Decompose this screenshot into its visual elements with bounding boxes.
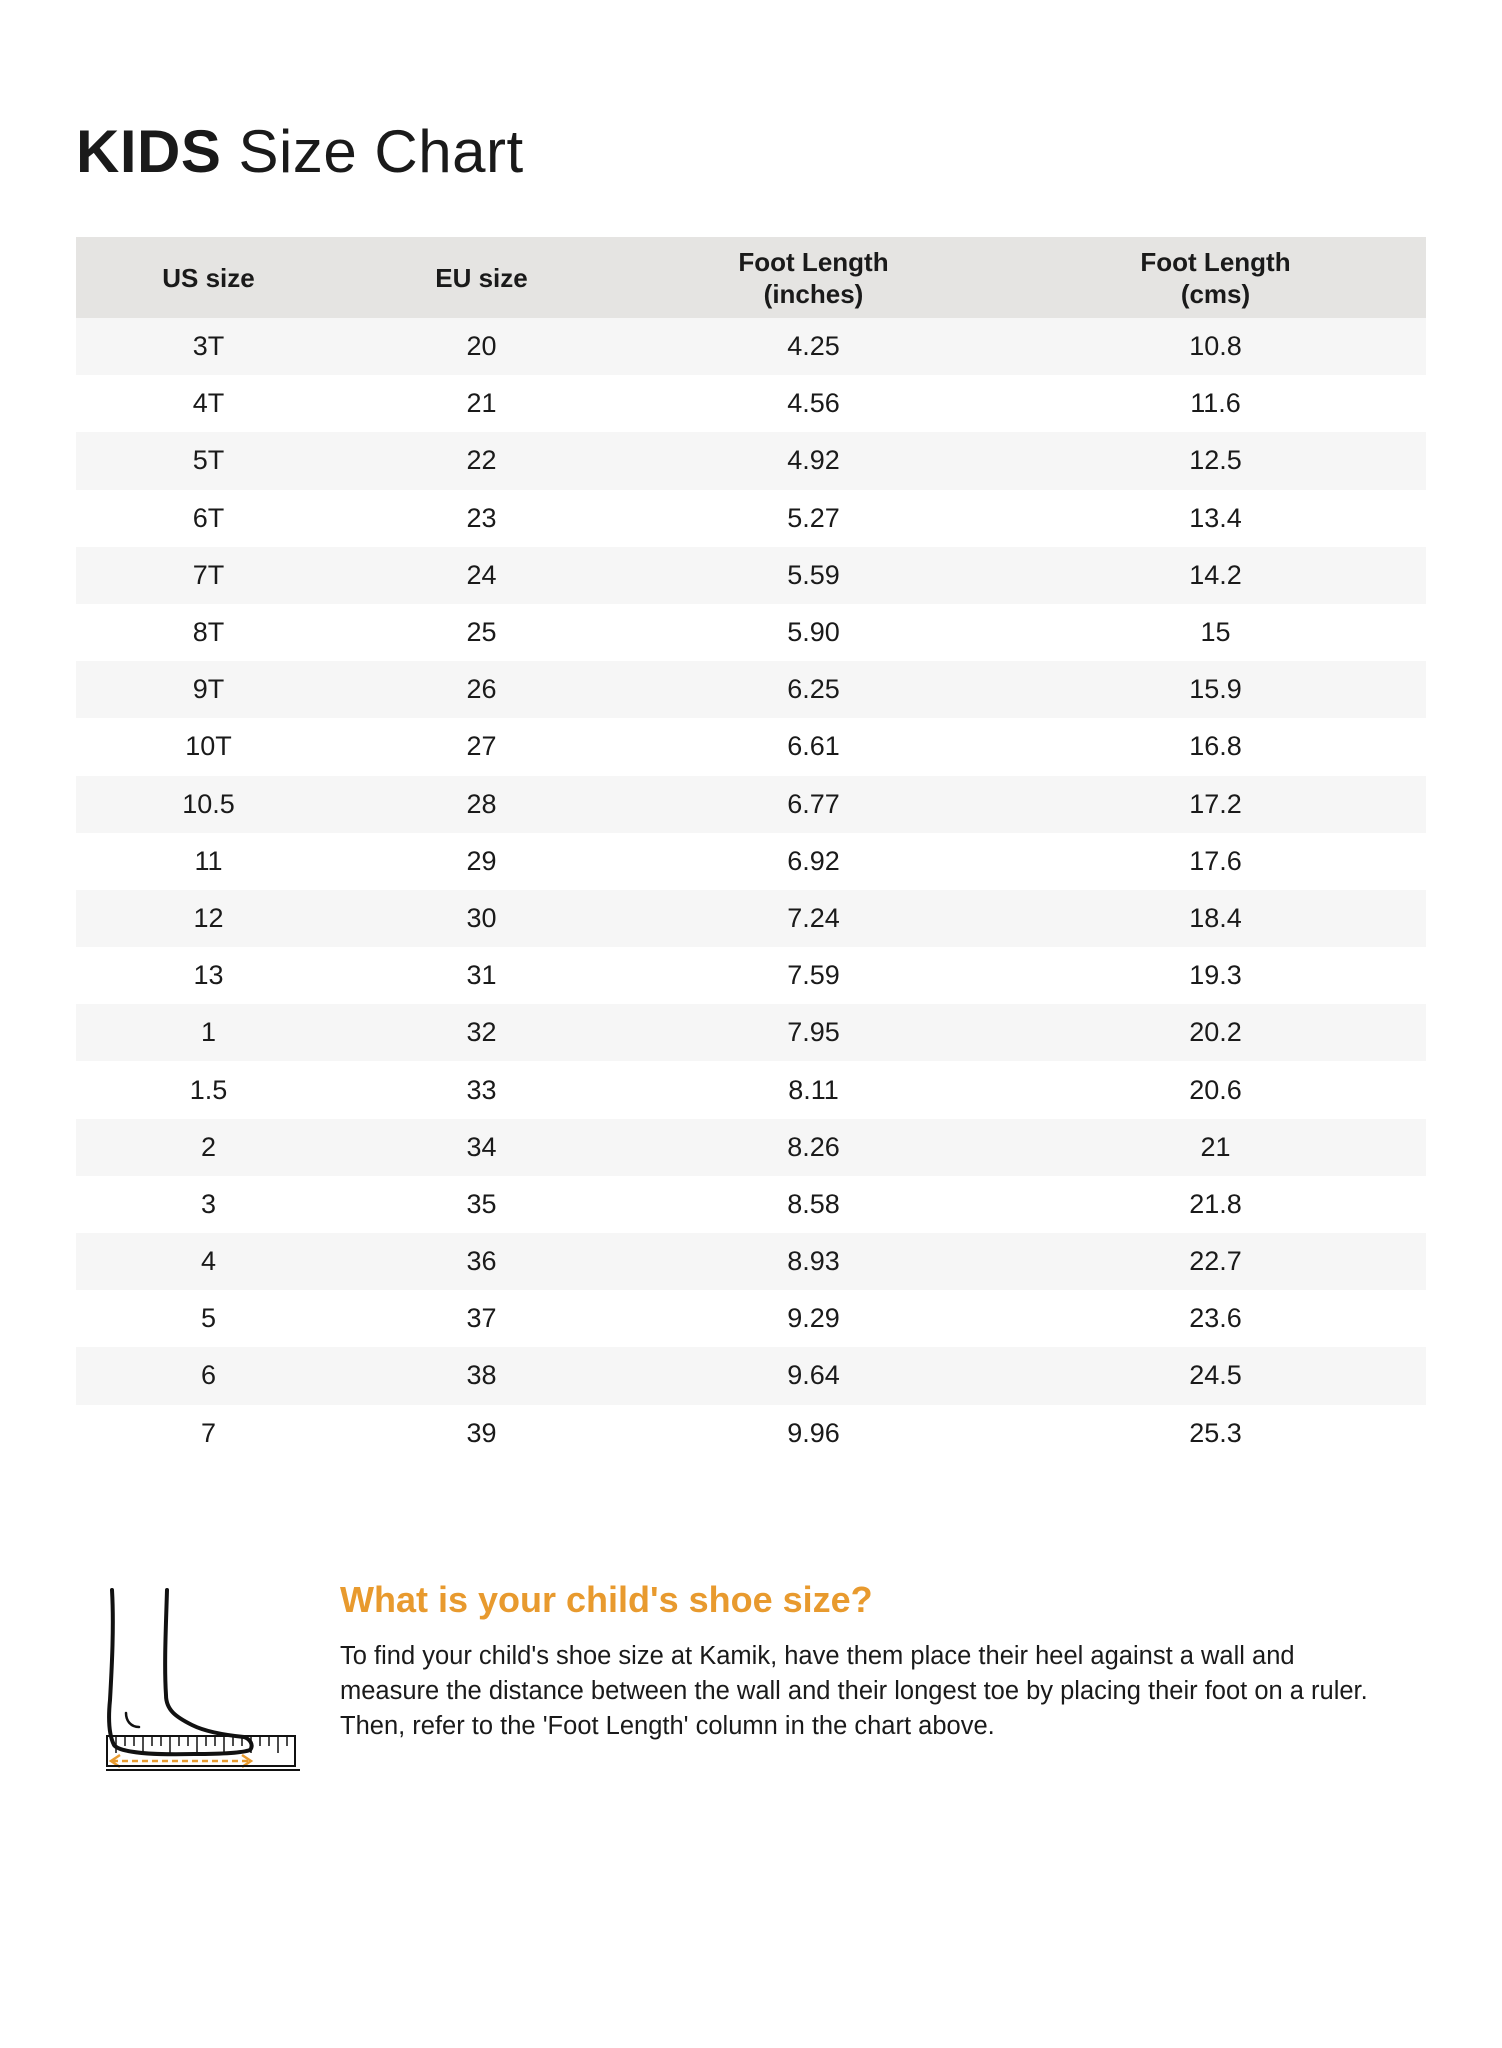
cell-foot-length-inches: 5.90 <box>622 604 1005 661</box>
cell-eu-size: 28 <box>341 776 622 833</box>
table-row <box>76 947 1426 1004</box>
table-row <box>76 890 1426 947</box>
cell-us-size: 11 <box>76 833 341 890</box>
table-row <box>76 718 1426 775</box>
cell-us-size: 5 <box>76 1290 341 1347</box>
cell-foot-length-inches: 8.11 <box>622 1061 1005 1118</box>
cell-foot-length-inches: 6.25 <box>622 661 1005 718</box>
cell-foot-length-inches: 7.95 <box>622 1004 1005 1061</box>
cell-foot-length-cms: 20.2 <box>1005 1004 1426 1061</box>
size-chart-table <box>76 237 1426 1462</box>
cell-eu-size: 30 <box>341 890 622 947</box>
cell-foot-length-cms: 22.7 <box>1005 1233 1426 1290</box>
cell-eu-size: 35 <box>341 1176 622 1233</box>
cell-foot-length-cms: 21.8 <box>1005 1176 1426 1233</box>
cell-foot-length-cms: 15 <box>1005 604 1426 661</box>
cell-foot-length-cms: 13.4 <box>1005 490 1426 547</box>
cell-us-size: 7T <box>76 547 341 604</box>
table-row <box>76 318 1426 375</box>
cell-eu-size: 37 <box>341 1290 622 1347</box>
cell-us-size: 10.5 <box>76 776 341 833</box>
cell-foot-length-inches: 8.26 <box>622 1119 1005 1176</box>
cell-foot-length-cms: 20.6 <box>1005 1061 1426 1118</box>
table-row <box>76 547 1426 604</box>
cell-foot-length-cms: 14.2 <box>1005 547 1426 604</box>
table-row <box>76 1233 1426 1290</box>
cell-foot-length-cms: 19.3 <box>1005 947 1426 1004</box>
cell-us-size: 12 <box>76 890 341 947</box>
cell-foot-length-cms: 21 <box>1005 1119 1426 1176</box>
cell-foot-length-cms: 11.6 <box>1005 375 1426 432</box>
cell-us-size: 4T <box>76 375 341 432</box>
header-us-size: US size <box>76 237 341 318</box>
help-text: To find your child's shoe size at Kamik, have them place their heel against a wall and measure the distance between the wall and their longest toe by placing their foot on a ruler. Then, refer to the 'Foot Length' column in the chart above. <box>340 1642 1368 1740</box>
cell-eu-size: 33 <box>341 1061 622 1118</box>
cell-eu-size: 31 <box>341 947 622 1004</box>
cell-us-size: 5T <box>76 432 341 489</box>
cell-foot-length-cms: 16.8 <box>1005 718 1426 775</box>
table-row <box>76 833 1426 890</box>
table-row <box>76 1290 1426 1347</box>
cell-foot-length-inches: 4.92 <box>622 432 1005 489</box>
cell-foot-length-inches: 5.27 <box>622 490 1005 547</box>
cell-eu-size: 32 <box>341 1004 622 1061</box>
cell-eu-size: 25 <box>341 604 622 661</box>
cell-eu-size: 20 <box>341 318 622 375</box>
cell-foot-length-cms: 10.8 <box>1005 318 1426 375</box>
table-row <box>76 1119 1426 1176</box>
cell-foot-length-inches: 6.77 <box>622 776 1005 833</box>
table-row <box>76 1061 1426 1118</box>
table-row <box>76 490 1426 547</box>
cell-eu-size: 39 <box>341 1405 622 1462</box>
cell-foot-length-inches: 8.93 <box>622 1233 1005 1290</box>
cell-eu-size: 27 <box>341 718 622 775</box>
cell-foot-length-inches: 7.59 <box>622 947 1005 1004</box>
cell-eu-size: 36 <box>341 1233 622 1290</box>
cell-foot-length-cms: 17.6 <box>1005 833 1426 890</box>
ruler-icon <box>106 1735 296 1767</box>
cell-us-size: 7 <box>76 1405 341 1462</box>
page-title-rest: Size Chart <box>221 118 524 185</box>
cell-foot-length-cms: 23.6 <box>1005 1290 1426 1347</box>
cell-foot-length-inches: 9.96 <box>622 1405 1005 1462</box>
cell-foot-length-cms: 12.5 <box>1005 432 1426 489</box>
header-eu-size: EU size <box>341 237 622 318</box>
cell-foot-length-cms: 18.4 <box>1005 890 1426 947</box>
cell-foot-length-inches: 5.59 <box>622 547 1005 604</box>
table-row <box>76 1176 1426 1233</box>
cell-us-size: 1.5 <box>76 1061 341 1118</box>
table-row <box>76 1347 1426 1404</box>
cell-us-size: 10T <box>76 718 341 775</box>
table-row <box>76 776 1426 833</box>
cell-foot-length-cms: 25.3 <box>1005 1405 1426 1462</box>
table-row <box>76 604 1426 661</box>
cell-foot-length-inches: 9.29 <box>622 1290 1005 1347</box>
cell-eu-size: 29 <box>341 833 622 890</box>
cell-us-size: 13 <box>76 947 341 1004</box>
cell-us-size: 3T <box>76 318 341 375</box>
table-row <box>76 1004 1426 1061</box>
cell-us-size: 6T <box>76 490 341 547</box>
cell-foot-length-cms: 17.2 <box>1005 776 1426 833</box>
cell-foot-length-inches: 4.25 <box>622 318 1005 375</box>
cell-eu-size: 34 <box>341 1119 622 1176</box>
cell-us-size: 6 <box>76 1347 341 1404</box>
help-heading: What is your child's shoe size? <box>340 1579 873 1620</box>
cell-eu-size: 22 <box>341 432 622 489</box>
cell-us-size: 1 <box>76 1004 341 1061</box>
cell-eu-size: 23 <box>341 490 622 547</box>
cell-foot-length-inches: 8.58 <box>622 1176 1005 1233</box>
cell-eu-size: 21 <box>341 375 622 432</box>
table-row <box>76 375 1426 432</box>
page-title <box>76 112 524 192</box>
table-header-row <box>76 237 1426 318</box>
cell-eu-size: 26 <box>341 661 622 718</box>
cell-foot-length-inches: 7.24 <box>622 890 1005 947</box>
cell-us-size: 4 <box>76 1233 341 1290</box>
table-row <box>76 1405 1426 1462</box>
cell-us-size: 2 <box>76 1119 341 1176</box>
cell-foot-length-inches: 6.92 <box>622 833 1005 890</box>
cell-eu-size: 38 <box>341 1347 622 1404</box>
table-row <box>76 432 1426 489</box>
cell-eu-size: 24 <box>341 547 622 604</box>
page-title-bold: KIDS <box>76 118 222 185</box>
table-body <box>76 318 1426 1462</box>
cell-us-size: 3 <box>76 1176 341 1233</box>
cell-foot-length-cms: 24.5 <box>1005 1347 1426 1404</box>
cell-foot-length-inches: 4.56 <box>622 375 1005 432</box>
header-foot-length-inches: Foot Length (inches) <box>622 237 1005 318</box>
cell-foot-length-cms: 15.9 <box>1005 661 1426 718</box>
cell-foot-length-inches: 9.64 <box>622 1347 1005 1404</box>
cell-foot-length-inches: 6.61 <box>622 718 1005 775</box>
table-row <box>76 661 1426 718</box>
cell-us-size: 9T <box>76 661 341 718</box>
cell-us-size: 8T <box>76 604 341 661</box>
header-foot-length-cms: Foot Length (cms) <box>1005 237 1426 318</box>
